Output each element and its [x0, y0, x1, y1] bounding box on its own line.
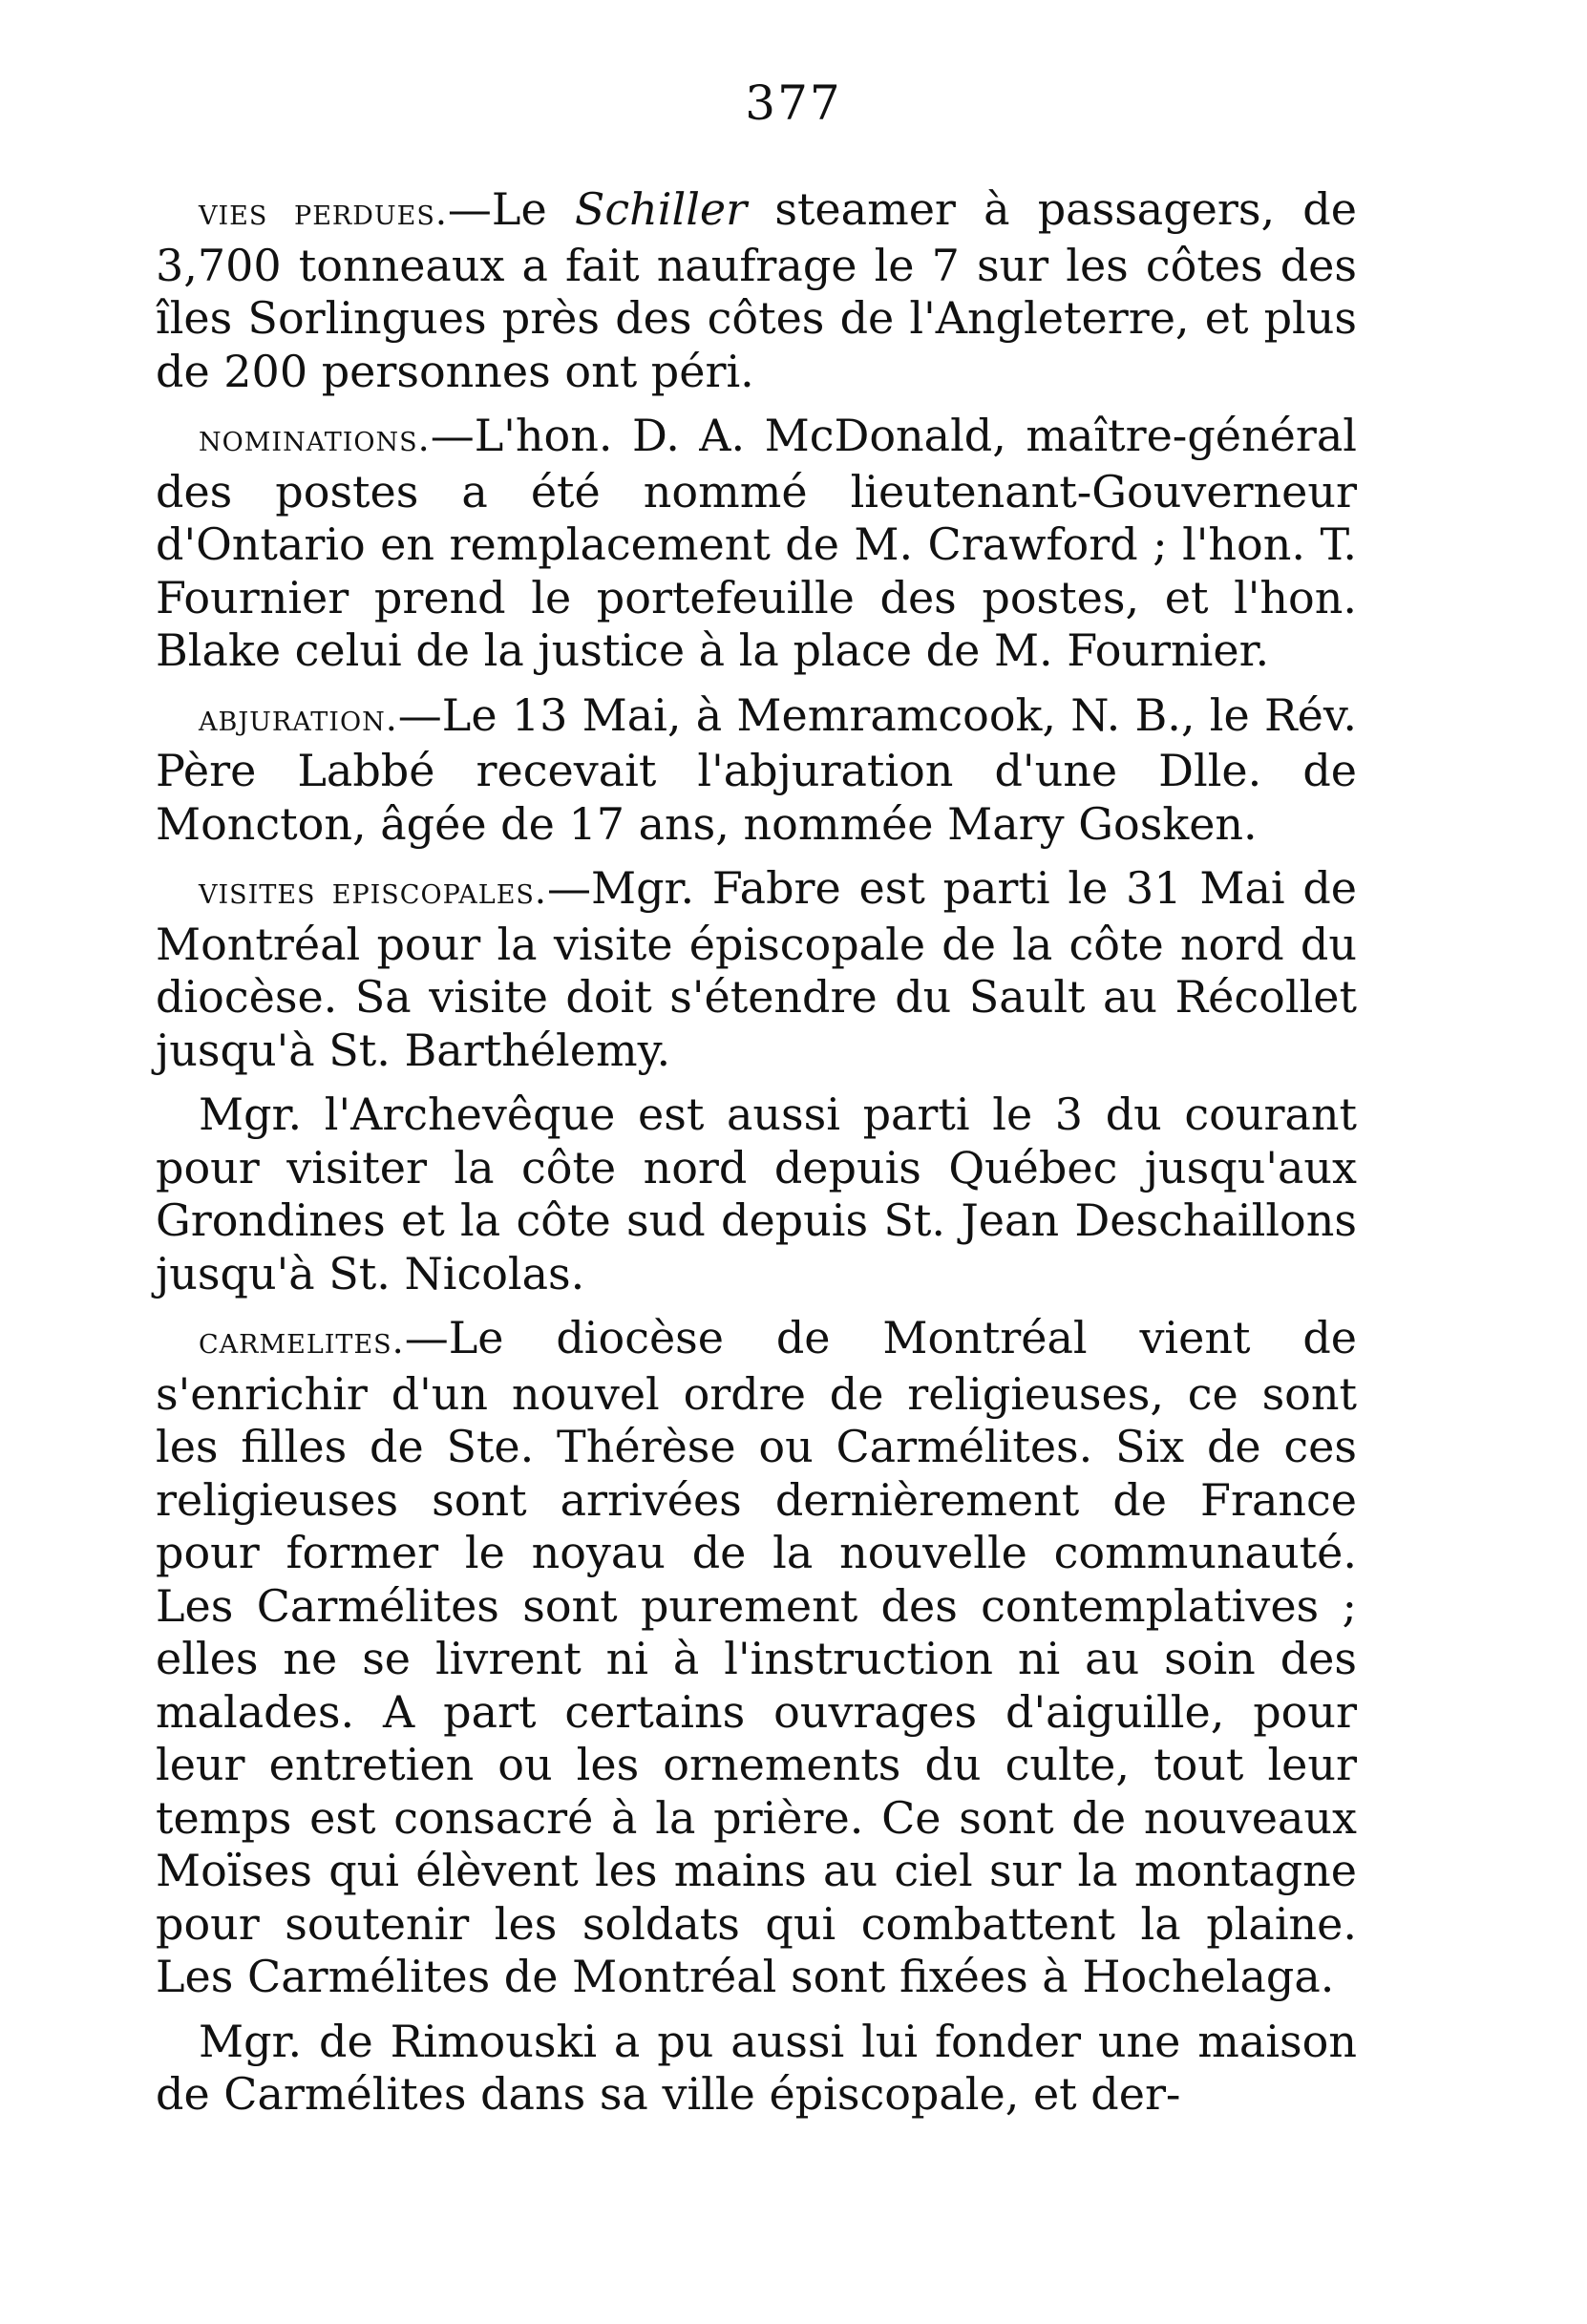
text-body	[156, 183, 1357, 2122]
paragraph	[156, 183, 1357, 398]
paragraph-heading: nominations.	[199, 417, 431, 459]
paragraph	[156, 689, 1357, 852]
paragraph	[156, 410, 1357, 678]
paragraph-text: Mgr. de Rimouski a pu aussi lui fonder une maison de Carmélites dans sa ville épiscopale, et der-	[156, 2015, 1357, 2120]
paragraph	[156, 1088, 1357, 1300]
paragraph-heading: carmelites.	[199, 1320, 405, 1362]
paragraph-text: Mgr. Fabre est parti le 31 Mai de Montréal pour la visite épiscopale de la côte nord du diocèse. Sa visite doit s'étendre du Sault au Récollet jusqu'à St. Barthélemy.	[156, 862, 1357, 1076]
italic-text: Schiller	[574, 183, 748, 235]
paragraph	[156, 862, 1357, 1077]
heading-dash: —	[430, 410, 475, 461]
paragraph-text: steamer à passagers, de 3,700 tonneaux a fait naufrage le 7 sur les côtes des îles Sorlingues près des côtes de l'Angleterre, et plus de 200 personnes ont péri.	[156, 183, 1357, 397]
heading-dash: —	[447, 183, 492, 235]
paragraph	[156, 2016, 1357, 2122]
paragraph-heading: vies perdues.	[199, 191, 448, 233]
paragraph-text: Le	[491, 183, 575, 235]
paragraph-heading: visites episcopales.	[199, 870, 547, 912]
page-number: 377	[745, 75, 842, 131]
heading-dash: —	[397, 688, 442, 741]
heading-dash: —	[404, 1312, 449, 1363]
paragraph-heading: abjuration.	[199, 696, 398, 739]
paragraph-text: Mgr. l'Archevêque est aussi parti le 3 du courant pour visiter la côte nord depuis Québec jusqu'aux Grondines et la côte sud depuis St. Jean Deschaillons jusqu'à St. Nicolas.	[156, 1088, 1357, 1299]
paragraph	[156, 1312, 1357, 2004]
heading-dash: —	[547, 862, 591, 914]
paragraph-text: Le diocèse de Montréal vient de s'enrichir d'un nouvel ordre de religieuses, ce sont les filles de Ste. Thérèse ou Carmélites. Six de ces religieuses sont arrivées dernièrement de France pour former le noyau de la nouvelle communauté. Les Carmélites sont purement des contemplatives ; elles ne se livrent ni à l'instruction ni au soin des malades. A part certains ouvrages d'aiguille, pour leur entretien ou les ornements du culte, tout leur temps est consacré à la prière. Ce sont de nouveaux Moïses qui élèvent les mains au ciel sur la montagne pour soutenir les soldats qui combattent la plaine. Les Carmélites de Montréal sont fixées à Hochelaga.	[156, 1312, 1357, 2002]
paragraph-text: L'hon. D. A. McDonald, maître-général des postes a été nommé lieutenant-Gouverneur d'Ontario en remplacement de M. Crawford ; l'hon. T. Fournier prend le portefeuille des postes, et l'hon. Blake celui de la justice à la place de M. Fournier.	[156, 410, 1357, 676]
paragraph-text: Le 13 Mai, à Memramcook, N. B., le Rév. Père Labbé recevait l'abjuration d'une Dlle. de Moncton, âgée de 17 ans, nommée Mary Gosken.	[156, 688, 1357, 850]
